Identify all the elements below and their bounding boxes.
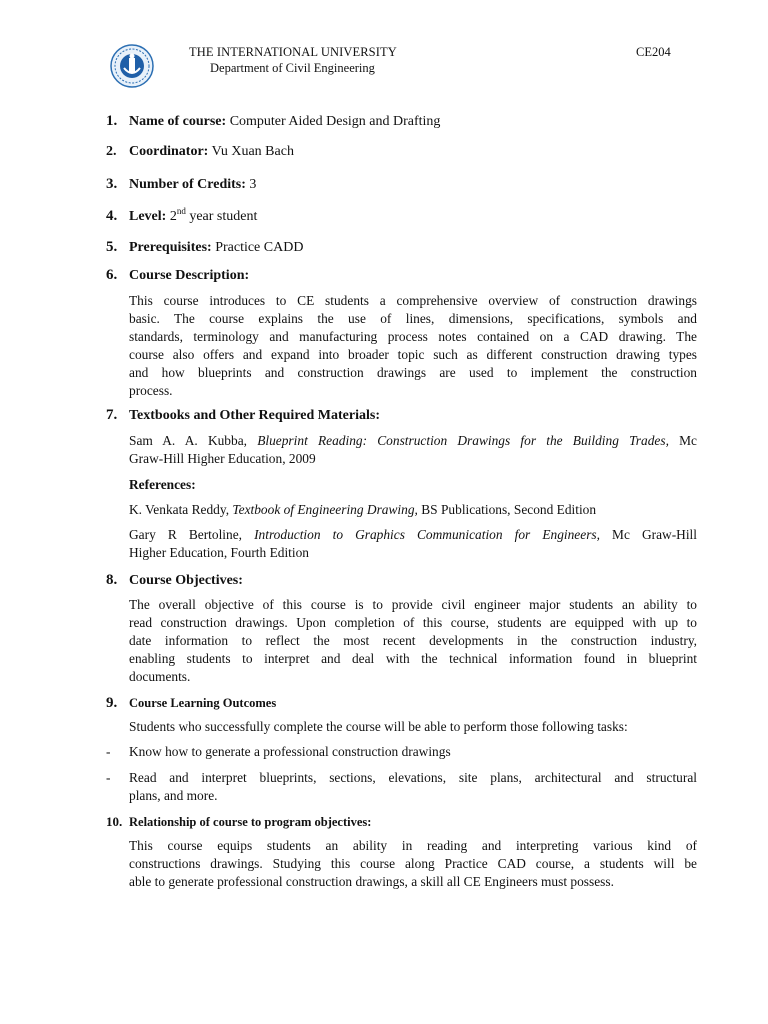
textbook-publisher-line: Graw-Hill Higher Education, 2009 bbox=[129, 451, 316, 466]
textbook-entry-line bbox=[129, 432, 697, 450]
section-number: 9. bbox=[106, 695, 118, 711]
section-learning-outcomes bbox=[106, 694, 276, 713]
outcomes-intro: Students who successfully complete the course will be able to perform those following tasks: bbox=[129, 719, 628, 734]
section-number: 4. bbox=[106, 208, 118, 224]
objectives-line: The overall objective of this course is to provide civil engineer major students an ability to bbox=[129, 597, 697, 612]
course-code: CE204 bbox=[636, 45, 671, 59]
objectives-line: documents. bbox=[129, 669, 191, 684]
section-credits bbox=[106, 175, 256, 194]
section-value: Vu Xuan Bach bbox=[211, 144, 294, 159]
reference-entry bbox=[129, 526, 697, 544]
section-label: Textbooks and Other Required Materials: bbox=[129, 408, 380, 423]
university-name: THE INTERNATIONAL UNIVERSITY bbox=[189, 45, 397, 59]
reference-publisher: Mc Graw-Hill bbox=[612, 527, 697, 542]
section-label: Number of Credits: bbox=[129, 177, 246, 192]
section-value: Computer Aided Design and Drafting bbox=[229, 114, 441, 129]
outcome-item: Read and interpret blueprints, sections, elevations, site plans, architectural and structural bbox=[129, 770, 697, 785]
description-line: course also offers and expand into broader topic such as different construction drawing types bbox=[129, 347, 697, 362]
bullet-dash: - bbox=[106, 744, 111, 759]
section-name-of-course bbox=[106, 112, 440, 131]
reference-entry bbox=[129, 501, 596, 519]
reference-publisher-line: Higher Education, Fourth Edition bbox=[129, 545, 310, 560]
section-label: Name of course: bbox=[129, 114, 227, 129]
description-line: standards, terminology and manufacturing process notes contained on a CAD drawing. The bbox=[129, 329, 697, 344]
section-value: Practice CADD bbox=[215, 240, 304, 255]
description-line: process. bbox=[129, 383, 173, 398]
section-number: 10. bbox=[106, 814, 123, 829]
section-label: Coordinator: bbox=[129, 144, 209, 159]
section-label: Course Learning Outcomes bbox=[129, 696, 277, 710]
objectives-line: date information to reflect the most recent developments in the construction industry, bbox=[129, 633, 697, 648]
objectives-line: read construction drawings. Upon completion of this course, students are equipped with up to bbox=[129, 615, 697, 630]
section-program-relationship bbox=[106, 813, 371, 832]
description-line: and how blueprints and construction drawings are used to implement the construction bbox=[129, 365, 697, 380]
section-label: Course Objectives: bbox=[129, 573, 243, 588]
reference-publisher: BS Publications, Second Edition bbox=[421, 502, 597, 517]
objectives-line: enabling students to interpret and deal with the technical information found in blueprint bbox=[129, 651, 697, 666]
textbook-publisher: Mc bbox=[679, 433, 697, 448]
outcome-item: Know how to generate a professional construction drawings bbox=[129, 744, 451, 759]
section-value: 3 bbox=[249, 177, 257, 192]
section-prerequisites bbox=[106, 238, 303, 257]
section-level bbox=[106, 207, 257, 226]
section-textbooks bbox=[106, 406, 380, 425]
reference-title: Introduction to Graphics Communication for Engineers, bbox=[254, 527, 600, 542]
reference-author: K. Venkata Reddy, bbox=[129, 502, 230, 517]
bullet-dash: - bbox=[106, 770, 111, 785]
section-number: 6. bbox=[106, 267, 118, 283]
section-number: 5. bbox=[106, 239, 118, 255]
textbook-author: Sam A. A. Kubba, bbox=[129, 433, 247, 448]
university-logo bbox=[110, 44, 154, 88]
relationship-line: This course equips students an ability in reading and interpreting various kind of bbox=[129, 838, 697, 853]
textbook-title: Blueprint Reading: Construction Drawings for the Building Trades, bbox=[257, 433, 669, 448]
section-course-objectives bbox=[106, 571, 243, 590]
level-value-suffix: year student bbox=[189, 209, 258, 224]
section-number: 8. bbox=[106, 572, 118, 588]
section-coordinator bbox=[106, 143, 294, 161]
references-label: References: bbox=[129, 477, 196, 492]
level-value: 2 bbox=[169, 209, 177, 224]
reference-author: Gary R Bertoline, bbox=[129, 527, 243, 542]
section-label: Level: bbox=[129, 209, 167, 224]
outcome-item-continued: plans, and more. bbox=[129, 788, 218, 803]
relationship-line: able to generate professional construction drawings, a skill all CE Engineers must possess. bbox=[129, 874, 614, 889]
relationship-line: constructions drawings. Studying this course along Practice CAD course, a students will be bbox=[129, 856, 697, 871]
section-number: 7. bbox=[106, 407, 118, 423]
description-line: basic. The course explains the use of lines, dimensions, specifications, symbols and bbox=[129, 311, 697, 326]
section-label: Relationship of course to program objectives: bbox=[129, 815, 372, 829]
level-superscript: nd bbox=[176, 206, 186, 216]
section-number: 2. bbox=[106, 144, 117, 159]
reference-title: Textbook of Engineering Drawing, bbox=[232, 502, 418, 517]
section-course-description bbox=[106, 266, 249, 285]
section-number: 3. bbox=[106, 176, 118, 192]
section-number: 1. bbox=[106, 113, 118, 129]
department-name: Department of Civil Engineering bbox=[210, 61, 375, 75]
section-label: Course Description: bbox=[129, 268, 250, 283]
description-line: This course introduces to CE students a comprehensive overview of construction drawings bbox=[129, 293, 697, 308]
section-label: Prerequisites: bbox=[129, 240, 212, 255]
